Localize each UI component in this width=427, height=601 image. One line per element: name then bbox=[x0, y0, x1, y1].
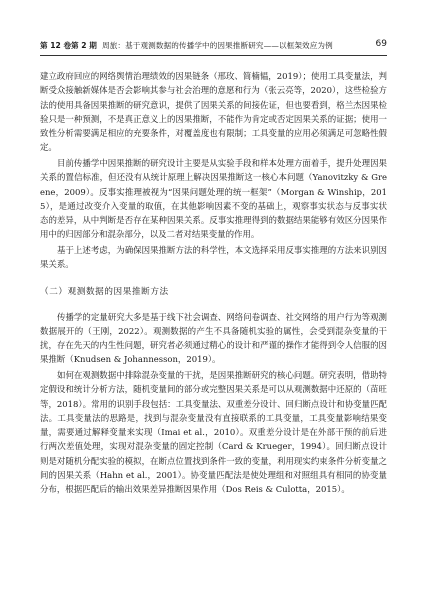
body-paragraph: 传播学的定量研究大多是基于线下社会调查、网络问卷调查、社交网络的用户行为等观测数据展开的（王刚，2022）。观测数据的产生不具备随机实验的属性，会受到混杂变量的干扰，存在先天的内生性问题，研究者必须通过精心的设计和严谨的操作才能得到令人信服的因果推断（Knudsen & Johannesson，2019）。 bbox=[40, 311, 387, 365]
header-rule bbox=[40, 55, 387, 56]
running-title: 周旅：基于观测数据的传播学中的因果推断研究——以框架效应为例 bbox=[102, 41, 333, 50]
body-paragraph: 目前传播学中因果推断的研究设计主要是从实验手段和样本处理方面着手，提升处理因果关系的置信标准，但还没有从统计原理上解决因果推断这一核心本问题（Yanovitzky & Greene，2009）。反事实推理被视为“因果问题处理的统一框架”（Morgan & Winship，2015），是通过改变介入变量的取值，在其他影响因素不变的基础上，观察事实状态与反事实状态的差异，从中判断是否存在某种因果关系。反事实推理得到的数据结果能够有效区分因果作用中的归因部分和混杂部分，以及二者对结果变量的作用。 bbox=[40, 157, 387, 240]
section-heading: （二）观测数据的因果推断方法 bbox=[40, 286, 169, 297]
running-header bbox=[40, 40, 387, 54]
body-paragraph: 如何在观测数据中排除混杂变量的干扰，是因果推断研究的核心问题。研究表明，借助特定假设和统计分析方法，随机变量间的部分或完整因果关系是可以从观测数据中还原的（苗旺等，2018）。常用的识别手段包括：工具变量法、双重差分设计、回归断点设计和协变量匹配法。工具变量法的思路是，找到与混杂变量没有直接联系的工具变量，工具变量影响结果变量，需要通过解释变量来实现（Imai et al.，2010）。双重差分设计是在外部干预的前后进行两次差值处理，实现对混杂变量的固定控制（Card & Krueger，1994）。回归断点设计则是对随机分配实验的模拟，在断点位置找到条件一致的变量，利用现实约束条件分析变量之间的因果关系（Hahn et al.，2001）。协变量匹配法是使处理组和对照组具有相同的协变量分布，根据匹配后的输出效果差异推断因果作用（Dos Reis & Culotta，2015）。 bbox=[40, 369, 387, 495]
journal-volume: 第 12 卷第 2 期 bbox=[40, 41, 97, 50]
body-paragraph: 基于上述考虑，为确保因果推断方法的科学性，本文选择采用反事实推理的方法来识别因果关系。 bbox=[40, 244, 387, 270]
body-paragraph: 建立政府回应的网络舆情治理绩效的因果链条（邢玫、简楠韫，2019）；使用工具变量法，判断受众接触新媒体是否会影响其参与社会治理的意愿和行为（张云亮等，2020），这些检验方法的使用具备因果推断的研究意识，提供了因果关系的间接佐证，但也要看到，格兰杰因果检验只是一种预测，不是真正意义上的因果推断，不能作为肯定或否定因果关系的证据；使用一致性分析需要满足相应的充要条件，对覆盖度也有限制；工具变量的应用必须满足可忽略性假定。 bbox=[40, 71, 387, 153]
page-body bbox=[40, 69, 387, 497]
page-number: 69 bbox=[375, 39, 387, 49]
